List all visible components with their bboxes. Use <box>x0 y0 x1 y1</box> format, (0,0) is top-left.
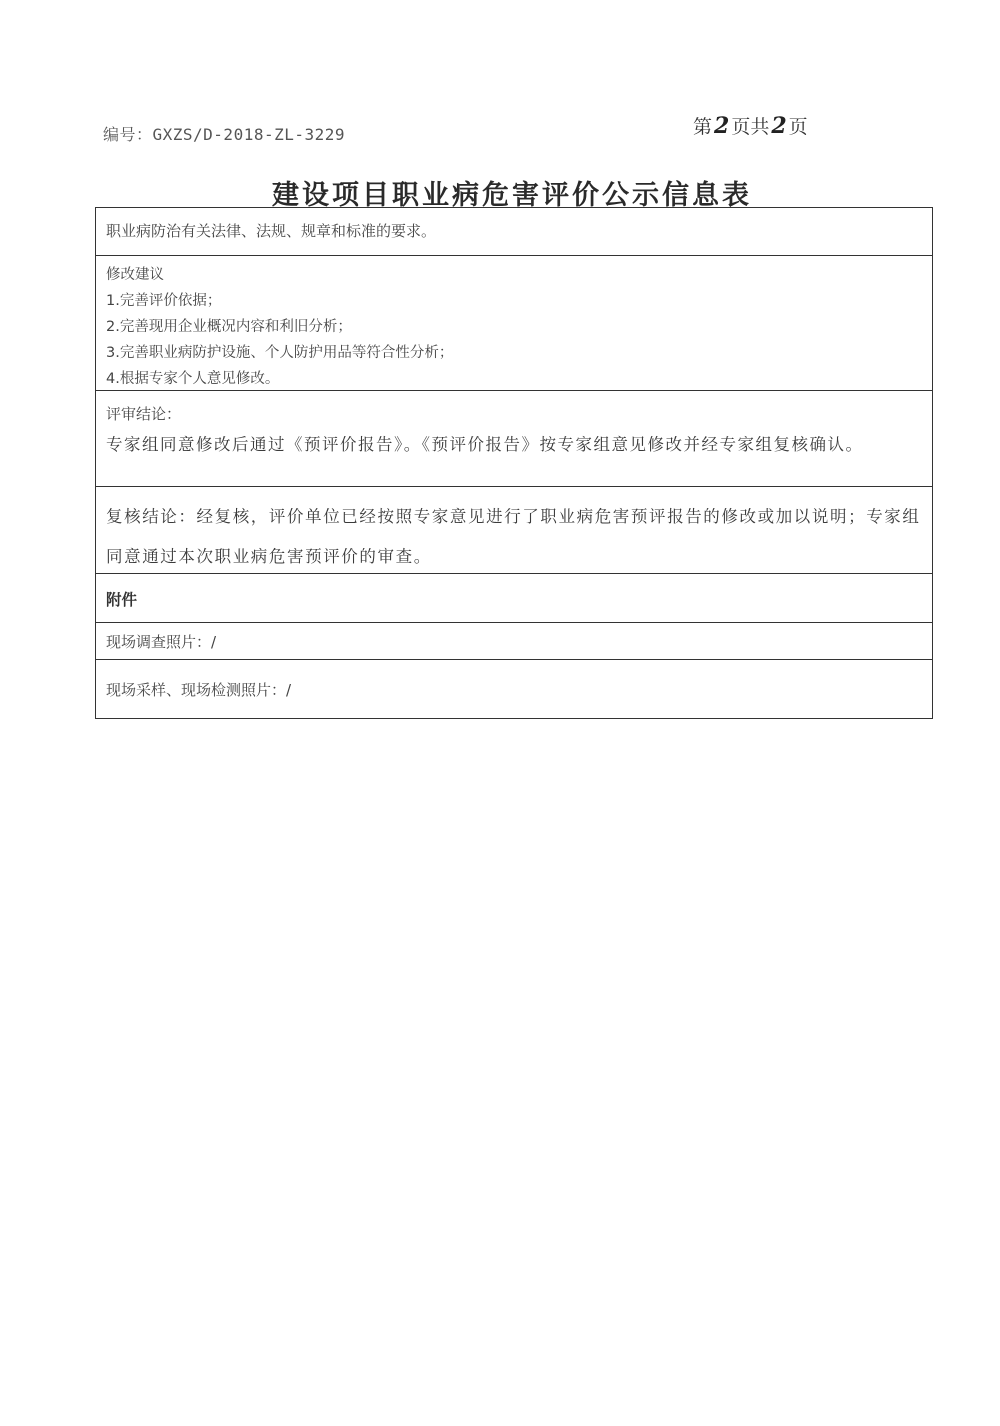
suggestions-label: 修改建议 <box>106 267 164 283</box>
attachments-label: 附件 <box>106 591 138 609</box>
page-indicator <box>693 112 808 139</box>
page-suffix: 页 <box>788 116 808 138</box>
review-conclusion-row <box>96 391 932 487</box>
attachments-row <box>96 574 932 623</box>
site-photos-text: 现场调查照片：/ <box>106 633 217 651</box>
page-middle: 页共 <box>731 116 770 138</box>
document-number: 编号：GXZS/D-2018-ZL-3229 <box>103 125 346 144</box>
page-total-number: 2 <box>771 113 787 139</box>
suggestions-row <box>96 256 932 391</box>
info-table <box>95 207 933 719</box>
review-conclusion-label: 评审结论： <box>106 405 182 423</box>
recheck-conclusion-text: 复核结论：经复核，评价单位已经按照专家意见进行了职业病危害预评报告的修改或加以说明；专家组同意通过本次职业病危害预评价的审查。 <box>106 507 921 566</box>
suggestion-item: 3.完善职业病防护设施、个人防护用品等符合性分析； <box>106 345 454 361</box>
site-photos-row <box>96 623 932 660</box>
sampling-photos-text: 现场采样、现场检测照片：/ <box>106 681 292 699</box>
review-conclusion-text: 专家组同意修改后通过《预评价报告》。《预评价报告》按专家组意见修改并经专家组复核确认。 <box>106 435 864 454</box>
suggestion-item: 1.完善评价依据； <box>106 293 222 309</box>
suggestion-item: 4.根据专家个人意见修改。 <box>106 371 280 387</box>
document-title: 建设项目职业病危害评价公示信息表 <box>272 180 752 211</box>
recheck-conclusion-row <box>96 487 932 574</box>
page-current-number: 2 <box>714 113 730 139</box>
requirements-row <box>96 208 932 256</box>
requirements-text: 职业病防治有关法律、法规、规章和标准的要求。 <box>106 222 437 240</box>
page-prefix: 第 <box>693 116 713 138</box>
sampling-photos-row <box>96 660 932 718</box>
suggestion-item: 2.完善现用企业概况内容和利旧分析； <box>106 319 352 335</box>
